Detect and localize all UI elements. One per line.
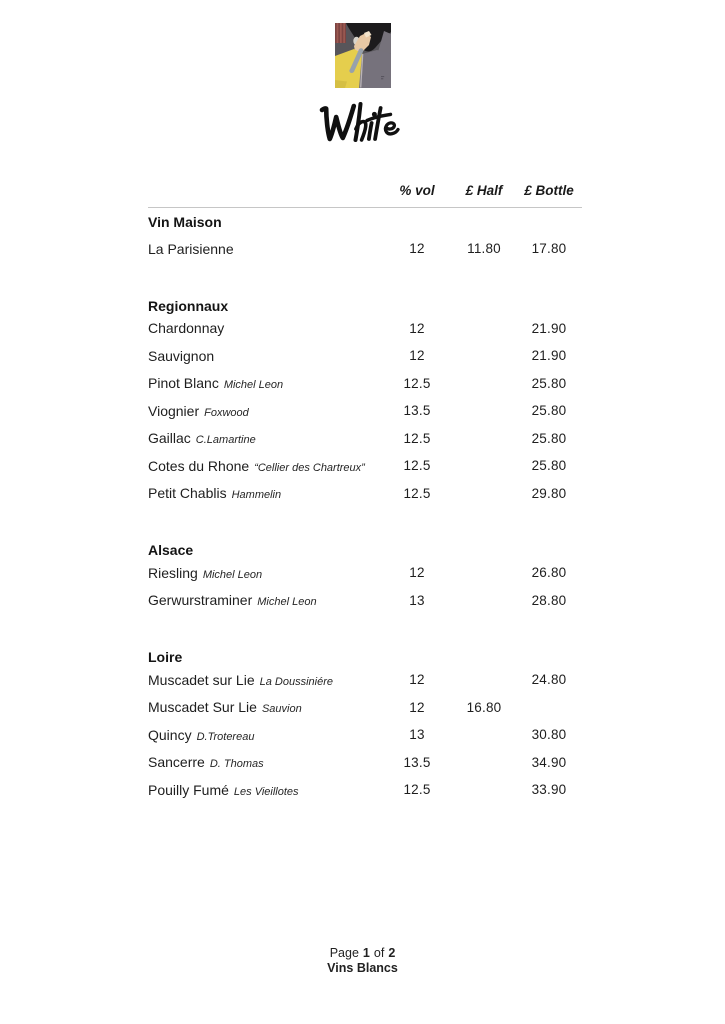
bottle-value: 33.90 — [531, 782, 567, 798]
bottle-value: 25.80 — [531, 458, 567, 474]
bottle-value: 26.80 — [531, 565, 567, 581]
title-script-white — [315, 99, 411, 149]
wine-producer: C.Lamartine — [195, 434, 256, 447]
wine-name: Sancerre — [148, 754, 205, 771]
wine-name-cell — [148, 430, 382, 446]
half-value: 11.80 — [467, 241, 501, 257]
wine-name-cell — [148, 592, 382, 608]
wine-row — [148, 776, 582, 804]
wine-name: Sauvignon — [148, 347, 215, 364]
wine-row — [148, 315, 582, 343]
wine-name: Quincy — [148, 726, 192, 743]
half-value: 16.80 — [466, 699, 502, 715]
page-footer — [0, 946, 725, 976]
vol-value: 12.5 — [403, 430, 431, 446]
vol-value: 12.5 — [403, 458, 431, 474]
wine-row — [148, 397, 582, 425]
bottle-column-header: £ Bottle — [524, 183, 574, 198]
vol-value: 12.5 — [403, 375, 431, 391]
wine-name-cell — [148, 699, 382, 715]
section-title: Loire — [148, 649, 183, 665]
vol-value: 12 — [409, 672, 425, 688]
bottle-value: 24.80 — [531, 672, 567, 688]
table-header-row — [148, 183, 582, 208]
vol-value: 12 — [409, 320, 425, 336]
wine-name-cell — [148, 565, 382, 581]
wine-producer: “Cellier des Chartreux” — [254, 461, 365, 474]
wine-name: Chardonnay — [148, 320, 225, 337]
wine-row — [148, 425, 582, 453]
artwork-image — [335, 23, 391, 88]
wine-name-cell — [148, 241, 382, 257]
menu-section — [148, 296, 582, 508]
page-title — [0, 99, 725, 149]
wine-name: Gerwurstraminer — [148, 592, 253, 609]
wine-name-cell — [148, 754, 382, 770]
wine-producer: Sauvion — [261, 703, 302, 716]
menu-section — [148, 647, 582, 804]
of-label: of — [373, 946, 385, 960]
vol-value: 12 — [409, 699, 425, 715]
wine-name: Pouilly Fumé — [148, 781, 229, 798]
wine-producer: Michel Leon — [223, 379, 284, 392]
wine-producer: Michel Leon — [257, 596, 317, 609]
wine-row — [148, 559, 582, 587]
section-title: Regionnaux — [148, 297, 229, 314]
page-label: Page — [329, 946, 359, 960]
wine-row — [148, 235, 582, 263]
wine-name-cell — [148, 320, 382, 336]
half-column-header: £ Half — [465, 183, 503, 198]
vol-value: 12.5 — [403, 782, 431, 798]
wine-row — [148, 666, 582, 694]
painting-graphic — [335, 23, 391, 88]
table-sections — [148, 212, 582, 804]
wine-row — [148, 480, 582, 508]
vol-value: 12 — [409, 565, 425, 581]
wine-row — [148, 342, 582, 370]
wine-name: Viognier — [148, 402, 200, 419]
wine-name: Pinot Blanc — [148, 375, 219, 392]
wine-name-cell — [148, 348, 382, 364]
bottle-value: 28.80 — [531, 592, 567, 608]
wine-name-cell — [148, 458, 382, 474]
wine-name-cell — [148, 672, 382, 688]
menu-section — [148, 540, 582, 614]
wine-table — [148, 183, 582, 804]
wine-name-cell — [148, 782, 382, 798]
wine-name: Gaillac — [148, 430, 191, 447]
vol-value: 13 — [409, 727, 425, 743]
bottle-value: 30.80 — [531, 727, 567, 743]
wine-name: La Parisienne — [148, 240, 234, 257]
wine-name-cell — [148, 375, 382, 391]
footer-subtitle: Vins Blancs — [327, 961, 398, 975]
bottle-value: 17.80 — [531, 241, 567, 257]
page-total: 2 — [388, 946, 396, 960]
bottle-value: 25.80 — [531, 403, 567, 419]
vol-value: 12 — [409, 348, 425, 364]
wine-name: Cotes du Rhone — [148, 457, 250, 474]
section-title: Vin Maison — [148, 214, 222, 230]
bottle-value: 21.90 — [531, 320, 567, 336]
wine-producer: Michel Leon — [202, 568, 263, 581]
bottle-value: 25.80 — [531, 430, 567, 446]
wine-producer: Les Vieillotes — [233, 785, 299, 798]
wine-producer: D.Trotereau — [196, 730, 255, 743]
page-indicator — [0, 946, 725, 961]
bottle-value: 29.80 — [531, 485, 567, 501]
wine-name: Muscadet Sur Lie — [148, 699, 257, 716]
wine-name-cell — [148, 727, 382, 743]
wine-name-cell — [148, 485, 382, 501]
wine-row — [148, 587, 582, 615]
wine-name-cell — [148, 403, 382, 419]
vol-value: 13 — [409, 592, 425, 608]
wine-row — [148, 370, 582, 398]
bottle-value: 25.80 — [531, 375, 567, 391]
section-title: Alsace — [148, 542, 194, 558]
wine-row — [148, 694, 582, 722]
name-column-header — [148, 183, 382, 198]
vol-value: 13.5 — [403, 403, 431, 419]
wine-row — [148, 721, 582, 749]
bottle-value: 21.90 — [531, 348, 567, 364]
wine-producer: Foxwood — [204, 406, 249, 419]
wine-name: Muscadet sur Lie — [148, 671, 255, 688]
wine-row — [148, 452, 582, 480]
vol-value: 12 — [409, 241, 425, 257]
wine-name: Riesling — [148, 564, 198, 581]
page-number: 1 — [362, 946, 370, 960]
menu-section — [148, 212, 582, 263]
bottle-value: 34.90 — [531, 754, 567, 770]
wine-producer: D. Thomas — [209, 758, 264, 771]
vol-value: 13.5 — [403, 754, 431, 770]
wine-name: Petit Chablis — [148, 485, 227, 502]
wine-producer: La Doussiniére — [259, 675, 333, 688]
wine-producer: Hammelin — [231, 489, 282, 502]
vol-column-header: % vol — [399, 183, 435, 198]
vol-value: 12.5 — [403, 485, 431, 501]
wine-row — [148, 749, 582, 777]
